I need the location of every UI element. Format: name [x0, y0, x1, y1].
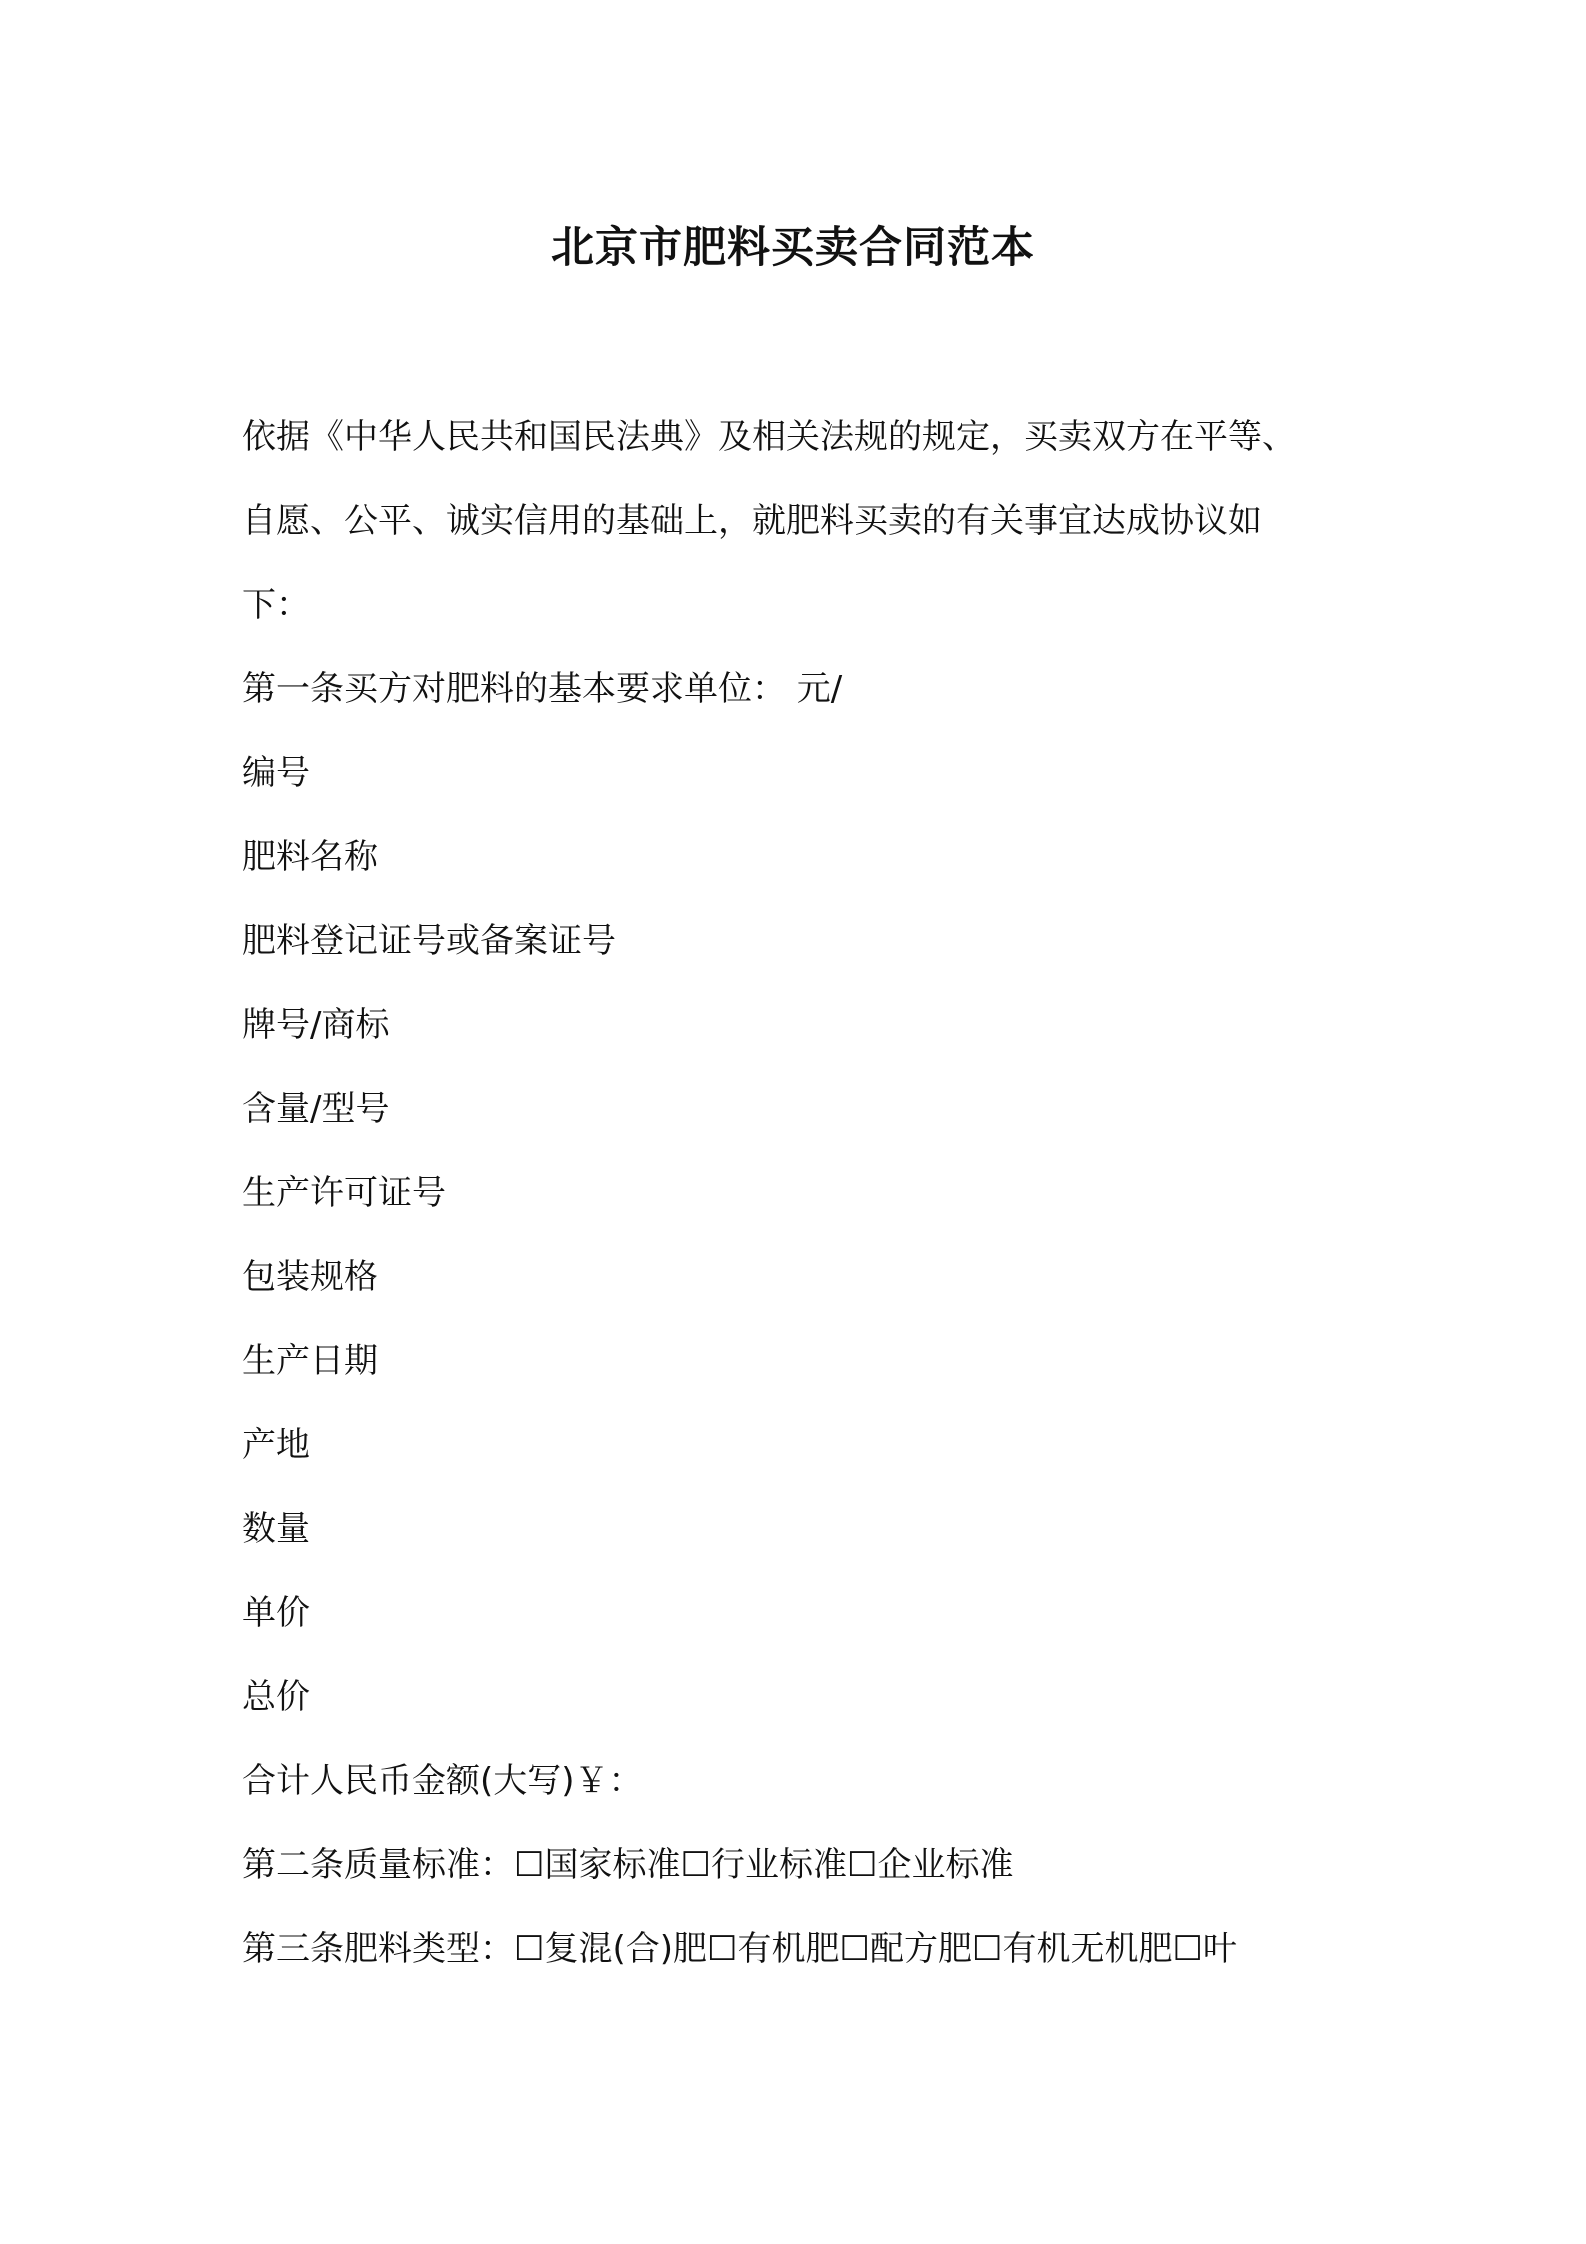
field-label: 总价 — [242, 1677, 310, 1717]
field-label: 包装规格 — [242, 1257, 378, 1297]
intro-line-1: 依据《中华人民共和国民法典》及相关法规的规定，买卖双方在平等、 — [242, 417, 1296, 457]
field-label: 牌号/商标 — [242, 1005, 390, 1045]
total-amount-line: 合计人民币金额(大写)￥： — [242, 1761, 643, 1801]
article-3: 第三条肥料类型：☐复混(合)肥☐有机肥☐配方肥☐有机无机肥☐叶 — [242, 1929, 1237, 1969]
field-label: 产地 — [242, 1425, 310, 1465]
document-title: 北京市肥料买卖合同范本 — [551, 223, 1035, 273]
intro-line-2: 自愿、公平、诚实信用的基础上，就肥料买卖的有关事宜达成协议如 — [242, 501, 1262, 541]
field-label: 编号 — [242, 753, 310, 793]
field-label: 数量 — [242, 1509, 310, 1549]
field-label: 生产许可证号 — [242, 1173, 446, 1213]
article-2: 第二条质量标准：☐国家标准☐行业标准☐企业标准 — [242, 1845, 1014, 1885]
field-label: 肥料登记证号或备案证号 — [242, 921, 616, 961]
article-1: 第一条买方对肥料的基本要求单位： 元/ — [242, 669, 843, 709]
intro-line-3: 下： — [242, 585, 310, 625]
field-label: 单价 — [242, 1593, 310, 1633]
field-label: 含量/型号 — [242, 1089, 390, 1129]
field-label: 肥料名称 — [242, 837, 378, 877]
field-label: 生产日期 — [242, 1341, 378, 1381]
